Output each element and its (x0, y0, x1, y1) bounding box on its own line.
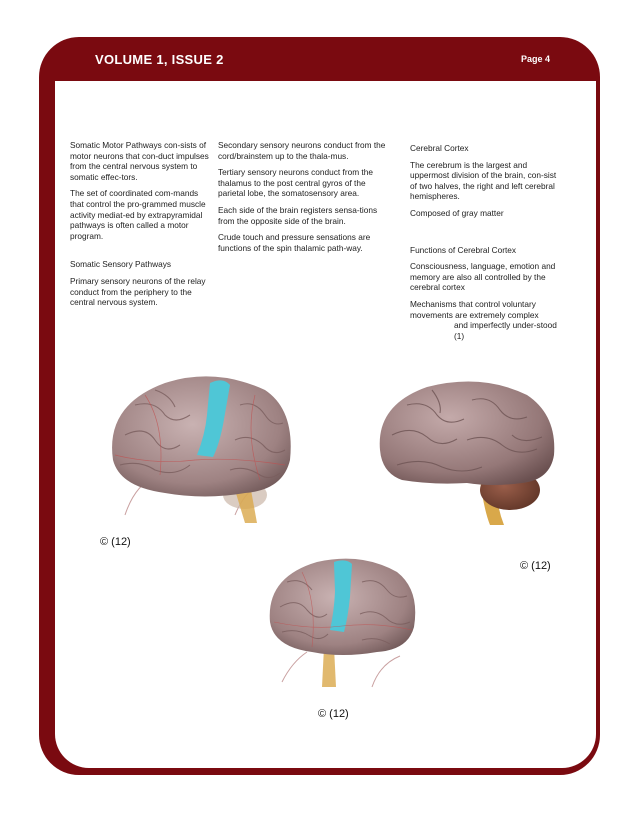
image-credit: © (12) (520, 560, 551, 572)
voluntary-movement-text: Mechanisms that control voluntary movements are extremely complex (410, 298, 539, 320)
gray-matter-text: Composed of gray matter (410, 207, 504, 218)
column-2 (218, 140, 388, 259)
image-credit: © (12) (318, 708, 349, 720)
secondary-neurons-text: Secondary sensory neurons conduct from the cord/brainstem up to the thala-mus. (218, 140, 386, 161)
brain-image-lateral (372, 375, 557, 530)
image-credit: © (12) (100, 536, 131, 548)
sensory-pathways-heading: Somatic Sensory Pathways (70, 259, 171, 270)
cerebral-cortex-heading: Cerebral Cortex (410, 143, 469, 153)
brain-image-motor-cortex (95, 365, 300, 525)
understood-text: and imperfectly under-stood (1) (454, 320, 557, 341)
page-header (39, 37, 600, 81)
consciousness-text: Consciousness, language, emotion and memory are also all controlled by the cerebral cortex (410, 261, 556, 293)
motor-pathways-text: Somatic Motor Pathways con-sists of motor neurons that con-duct impulses from the central nervous system to somatic effec-tors. (70, 140, 209, 182)
page-number: Page 4 (520, 54, 550, 64)
motor-program-text: The set of coordinated com-mands that control the pro-grammed muscle activity mediat-ed by extrapyramidal pathways is often called a motor program. (70, 188, 206, 241)
cortex-functions-heading: Functions of Cerebral Cortex (410, 244, 517, 255)
sensation-sides-text: Each side of the brain registers sensa-tions from the opposite side of the brain. (218, 204, 378, 226)
primary-neurons-text: Primary sensory neurons of the relay conduct from the periphery to the central nervous system. (70, 275, 206, 308)
brain-image-sensory-cortex (262, 552, 422, 690)
column-1 (70, 140, 212, 314)
cerebrum-text: The cerebrum is the largest and uppermost division of the brain, con-sist of two halves, the right and left cerebral hemispheres. (410, 159, 557, 202)
tertiary-neurons-text: Tertiary sensory neurons conduct from the thalamus to the post central gyros of the parietal lobe, the somatosensory area. (218, 167, 373, 199)
crude-touch-text: Crude touch and pressure sensations are functions of the spin thalamic path-way. (218, 232, 371, 253)
column-3 (410, 143, 560, 347)
volume-title: VOLUME 1, ISSUE 2 (95, 51, 224, 67)
